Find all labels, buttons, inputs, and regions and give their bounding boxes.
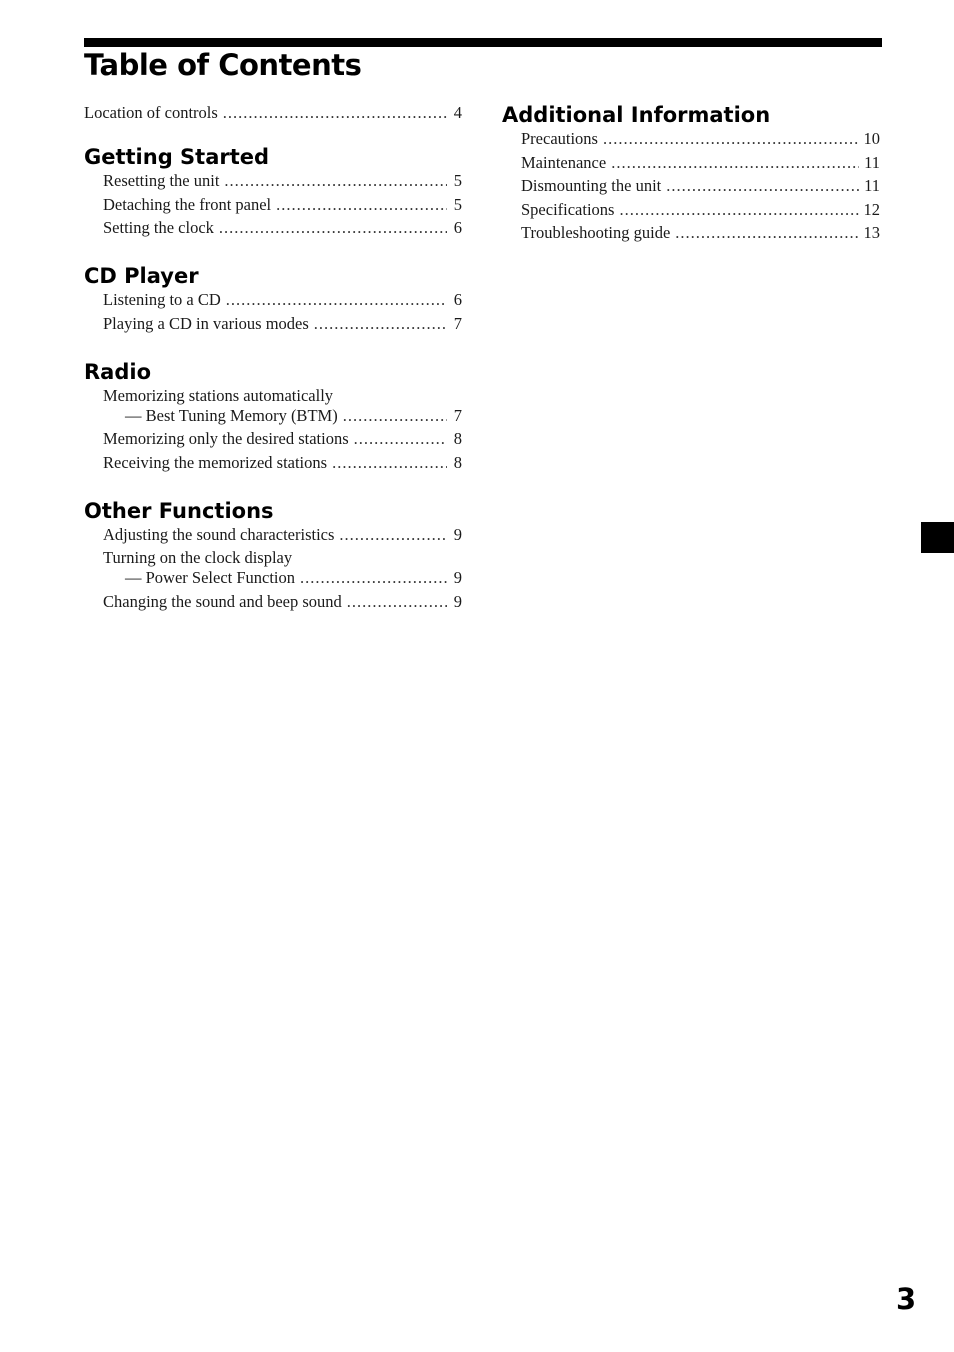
toc-left-column xyxy=(84,102,462,637)
toc-entry-page: 9 xyxy=(453,524,462,544)
dot-leader xyxy=(603,129,859,149)
dot-leader xyxy=(300,568,447,588)
toc-entry-page: 5 xyxy=(453,194,462,214)
toc-entry-page: 12 xyxy=(863,199,880,219)
toc-entry-page: 7 xyxy=(453,313,462,333)
toc-entry-page: 11 xyxy=(864,152,880,172)
toc-entry-page: 7 xyxy=(453,405,462,425)
dot-leader xyxy=(343,406,447,426)
dot-leader xyxy=(332,453,447,473)
toc-entry-title: Location of controls xyxy=(84,103,218,122)
toc-entry-row xyxy=(103,429,462,449)
toc-entry-title: Adjusting the sound characteristics xyxy=(103,524,335,544)
toc-entry-row xyxy=(521,223,880,243)
section-heading: Additional Information xyxy=(502,103,771,127)
toc-entry-page: 5 xyxy=(453,171,462,190)
toc-entry-dismounting-the-unit[interactable] xyxy=(521,176,880,196)
toc-entry-memorizing-only-the-desired-stations[interactable] xyxy=(103,429,462,449)
toc-entry-title: Receiving the memorized stations xyxy=(103,452,328,472)
toc-entry-troubleshooting-guide[interactable] xyxy=(521,223,880,243)
toc-right-column xyxy=(502,102,880,268)
toc-entry-page: 6 xyxy=(453,218,462,237)
toc-entry-playing-a-cd-in-various-modes[interactable] xyxy=(103,314,462,334)
page-title: Table of Contents xyxy=(84,48,362,82)
toc-entry-page: 9 xyxy=(453,568,462,587)
toc-entry-page: 13 xyxy=(863,223,880,242)
toc-entry-row xyxy=(103,290,462,310)
section-heading: Radio xyxy=(84,359,151,384)
toc-entry-row xyxy=(521,200,880,220)
dot-leader xyxy=(276,195,447,215)
toc-entry-title: Turning on the clock display xyxy=(103,548,293,567)
toc-entry-title: Maintenance xyxy=(521,152,607,172)
toc-entry-turning-on-the-clock-display[interactable] xyxy=(103,548,462,588)
toc-entry-page: 10 xyxy=(863,129,880,148)
toc-entry-title: Memorizing stations automatically xyxy=(103,385,334,405)
toc-entry-page: 8 xyxy=(453,452,462,472)
dot-leader xyxy=(223,103,447,123)
toc-entry-title: Specifications xyxy=(521,199,615,219)
page-number: 3 xyxy=(896,1282,917,1316)
toc-entry-page: 4 xyxy=(453,103,462,122)
toc-entry-title: Troubleshooting guide xyxy=(521,223,671,242)
toc-entry-list xyxy=(84,171,462,238)
toc-entry-resetting-the-unit[interactable] xyxy=(103,171,462,191)
toc-entry-page: 8 xyxy=(453,429,462,448)
toc-entry-row xyxy=(521,153,880,173)
dot-leader xyxy=(347,592,447,612)
toc-entry-title: Precautions xyxy=(521,129,598,148)
toc-entry-row xyxy=(103,592,462,612)
toc-entry-maintenance[interactable] xyxy=(521,153,880,173)
toc-left-sections xyxy=(84,144,462,612)
toc-entry-location-of-controls[interactable] xyxy=(84,103,462,123)
toc-entry-row xyxy=(521,176,880,196)
toc-entry-subtitle: — Best Tuning Memory (BTM) xyxy=(125,405,338,425)
toc-entry-listening-to-a-cd[interactable] xyxy=(103,290,462,310)
toc-section-cd-player xyxy=(84,263,462,334)
toc-entry-detaching-the-front-panel[interactable] xyxy=(103,195,462,215)
toc-entry-list xyxy=(84,386,462,473)
section-heading: Getting Started xyxy=(84,145,270,169)
toc-entry-page: 6 xyxy=(453,290,462,309)
top-rule xyxy=(84,38,882,47)
toc-entry-page: 9 xyxy=(453,591,462,611)
toc-entry-title: Dismounting the unit xyxy=(521,176,662,195)
toc-entry-list xyxy=(84,290,462,334)
section-tab-marker xyxy=(921,522,954,553)
toc-entry-row xyxy=(103,453,462,473)
toc-right-sections xyxy=(502,102,880,243)
toc-entry-title: Setting the clock xyxy=(103,218,214,237)
toc-entry-row xyxy=(103,218,462,238)
toc-section-additional-information xyxy=(502,102,880,243)
toc-entry-title: Memorizing only the desired stations xyxy=(103,429,349,448)
toc-entry-adjusting-the-sound-characteristics[interactable] xyxy=(103,525,462,545)
section-heading: Other Functions xyxy=(84,498,274,523)
toc-entry-title: Detaching the front panel xyxy=(103,194,272,214)
toc-entry-row xyxy=(103,171,462,191)
dot-leader xyxy=(354,429,447,449)
dot-leader xyxy=(219,218,447,238)
toc-section-getting-started xyxy=(84,144,462,238)
toc-entry-specifications[interactable] xyxy=(521,200,880,220)
dot-leader xyxy=(675,223,858,243)
toc-section-other-functions xyxy=(84,498,462,612)
dot-leader xyxy=(611,153,859,173)
dot-leader xyxy=(226,290,447,310)
toc-section-radio xyxy=(84,359,462,473)
toc-entry-title: Listening to a CD xyxy=(103,290,221,309)
toc-entry-title: Changing the sound and beep sound xyxy=(103,591,342,611)
toc-entry-precautions[interactable] xyxy=(521,129,880,149)
dot-leader xyxy=(619,200,858,220)
toc-intro xyxy=(84,103,462,123)
toc-entry-row xyxy=(103,195,462,215)
toc-entry-subrow xyxy=(103,568,462,588)
toc-entry-page: 11 xyxy=(864,176,880,195)
toc-entry-memorizing-stations-automatically[interactable] xyxy=(103,386,462,426)
toc-entry-list xyxy=(84,525,462,612)
toc-entry-list xyxy=(502,129,880,243)
toc-entry-receiving-the-memorized-stations[interactable] xyxy=(103,453,462,473)
toc-entry-row xyxy=(103,314,462,334)
toc-entry-row xyxy=(103,525,462,545)
section-heading: CD Player xyxy=(84,264,199,288)
toc-entry-row xyxy=(521,129,880,149)
toc-entry-setting-the-clock[interactable] xyxy=(103,218,462,238)
dot-leader xyxy=(314,314,447,334)
dot-leader xyxy=(339,525,447,545)
toc-entry-title: Playing a CD in various modes xyxy=(103,313,309,333)
toc-entry-subrow xyxy=(103,406,462,426)
toc-entry-title: Resetting the unit xyxy=(103,171,220,190)
dot-leader xyxy=(666,176,859,196)
dot-leader xyxy=(224,171,447,191)
toc-entry-subtitle: — Power Select Function xyxy=(125,568,296,587)
toc-entry-changing-the-sound-and-beep-sound[interactable] xyxy=(103,592,462,612)
